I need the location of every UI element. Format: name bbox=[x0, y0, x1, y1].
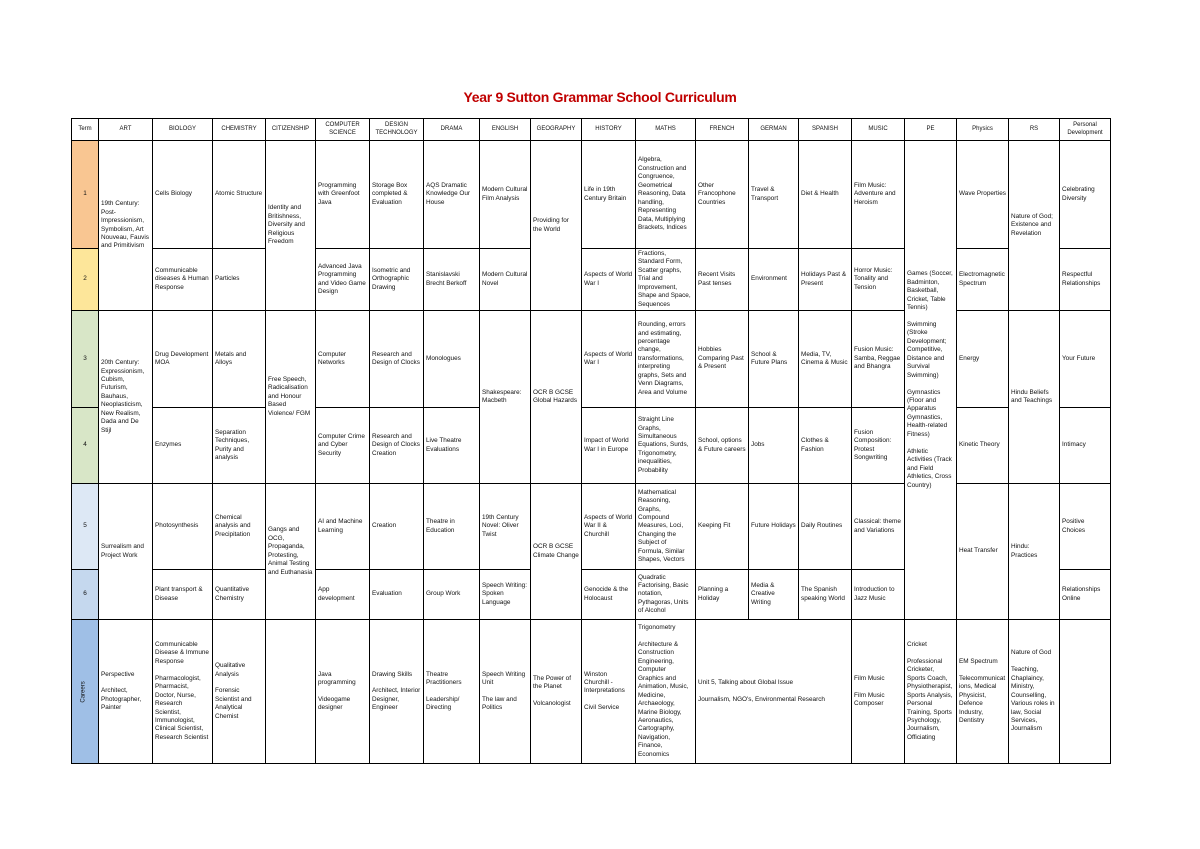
physics-cell: Kinetic Theory bbox=[957, 408, 1009, 484]
pe-careers-cell: Cricket Professional Cricketer, Sports Coach, Physiotherapist, Sports Analysis, Personal Training, Sports Psychology, Journalism, Officiating bbox=[905, 620, 957, 764]
header-art: ART bbox=[99, 119, 153, 141]
history-cell: Aspects of World War II & Churchill bbox=[582, 484, 636, 570]
geography-cell: OCR B GCSE Climate Change bbox=[531, 484, 582, 620]
maths-cell: Algebra, Construction and Congruence, Geometrical Reasoning, Data handling, Representing Data, Multiplying Brackets, Indices bbox=[636, 141, 696, 249]
physics-cell: Electromagnetic Spectrum bbox=[957, 249, 1009, 311]
german-cell: Environment bbox=[749, 249, 799, 311]
cs-cell: Computer Crime and Cyber Security bbox=[316, 408, 370, 484]
pd-cell: Intimacy bbox=[1060, 408, 1111, 484]
header-english: ENGLISH bbox=[480, 119, 531, 141]
geography-cell: OCR B GCSE Global Hazards bbox=[531, 311, 582, 484]
table-row bbox=[72, 620, 1111, 764]
drama-careers-cell: Theatre Practitioners Leadership/ Directing bbox=[424, 620, 480, 764]
header-drama: DRAMA bbox=[424, 119, 480, 141]
chemistry-cell: Chemical analysis and Precipitation bbox=[213, 484, 266, 570]
biology-cell: Drug Development MOA bbox=[153, 311, 213, 408]
pd-careers-cell bbox=[1060, 620, 1111, 764]
pd-cell: Relationships Online bbox=[1060, 570, 1111, 620]
drama-cell: Group Work bbox=[424, 570, 480, 620]
rs-careers-cell: Nature of God Teaching, Chaplaincy, Ministry, Counselling, Various roles in law, Social Services, Journalism bbox=[1009, 620, 1060, 764]
rs-cell: Nature of God; Existence and Revelation bbox=[1009, 141, 1060, 311]
dt-cell: Evaluation bbox=[370, 570, 424, 620]
chemistry-cell: Separation Techniques, Purity and analysis bbox=[213, 408, 266, 484]
history-cell: Impact of World War I in Europe bbox=[582, 408, 636, 484]
drama-cell: Stanislavski Brecht Berkoff bbox=[424, 249, 480, 311]
physics-cell: Wave Properties bbox=[957, 141, 1009, 249]
term-label: 4 bbox=[72, 408, 99, 484]
german-cell: Future Holidays bbox=[749, 484, 799, 570]
english-cell: Modern Cultural Novel bbox=[480, 249, 531, 311]
maths-cell: Rounding, errors and estimating, percentage change, transformations, interpreting graphs, Sets and Venn Diagrams, Area and Volume bbox=[636, 311, 696, 408]
spanish-cell: The Spanish speaking World bbox=[799, 570, 852, 620]
term-label: 5 bbox=[72, 484, 99, 570]
table-row bbox=[72, 141, 1111, 249]
cs-cell: Programming with Greenfoot Java bbox=[316, 141, 370, 249]
pd-cell: Celebrating Diversity bbox=[1060, 141, 1111, 249]
header-physics: Physics bbox=[957, 119, 1009, 141]
spanish-cell: Holidays Past & Present bbox=[799, 249, 852, 311]
german-cell: Media & Creative Writing bbox=[749, 570, 799, 620]
history-cell: Genocide & the Holocaust bbox=[582, 570, 636, 620]
dt-careers-cell: Drawing Skills Architect, Interior Designer, Engineer bbox=[370, 620, 424, 764]
physics-careers-cell: EM Spectrum Telecommunications, Medical Physicist, Defence Industry, Dentistry bbox=[957, 620, 1009, 764]
art-careers-cell: Perspective Architect, Photographer, Painter bbox=[99, 620, 153, 764]
art-cell: 19th Century: Post-Impressionism, Symbolism, Art Nouveau, Fauvis and Primitivism bbox=[99, 141, 153, 311]
chemistry-cell: Atomic Structure bbox=[213, 141, 266, 249]
cs-careers-cell: Java programming Videogame designer bbox=[316, 620, 370, 764]
geography-careers-cell: The Power of the Planet Volcanologist bbox=[531, 620, 582, 764]
pd-cell: Your Future bbox=[1060, 311, 1111, 408]
header-spanish: SPANISH bbox=[799, 119, 852, 141]
history-cell: Aspects of World War I bbox=[582, 249, 636, 311]
music-cell: Classical: theme and Variations bbox=[852, 484, 905, 570]
dt-cell: Storage Box completed & Evaluation bbox=[370, 141, 424, 249]
header-row bbox=[72, 119, 1111, 141]
header-german: GERMAN bbox=[749, 119, 799, 141]
citizenship-cell: Free Speech, Radicalisation and Honour Based Violence/ FGM bbox=[266, 311, 316, 484]
pd-cell: Positive Choices bbox=[1060, 484, 1111, 570]
history-cell: Life in 19th Century Britain bbox=[582, 141, 636, 249]
header-history: HISTORY bbox=[582, 119, 636, 141]
header-term: Term bbox=[72, 119, 99, 141]
biology-cell: Communicable diseases & Human Response bbox=[153, 249, 213, 311]
english-cell: Speech Writing: Spoken Language bbox=[480, 570, 531, 620]
chemistry-cell: Metals and Alloys bbox=[213, 311, 266, 408]
english-cell: 19th Century Novel: Oliver Twist bbox=[480, 484, 531, 570]
spanish-cell: Diet & Health bbox=[799, 141, 852, 249]
french-cell: Planning a Holiday bbox=[696, 570, 749, 620]
term-label: 6 bbox=[72, 570, 99, 620]
dt-cell: Research and Design of Clocks bbox=[370, 311, 424, 408]
music-cell: Horror Music: Tonality and Tension bbox=[852, 249, 905, 311]
physics-cell: Energy bbox=[957, 311, 1009, 408]
french-cell: Hobbies Comparing Past & Present bbox=[696, 311, 749, 408]
citizenship-cell: Identity and Britishness, Diversity and Religious Freedom bbox=[266, 141, 316, 311]
french-cell: Keeping Fit bbox=[696, 484, 749, 570]
header-rs: RS bbox=[1009, 119, 1060, 141]
french-cell: Other Francophone Countries bbox=[696, 141, 749, 249]
pe-cell: Games (Soccer, Badminton, Basketball, Cricket, Table Tennis) Swimming (Stroke Development; Competitive, Distance and Survival Swimming) Gymnastics (Floor and Apparatus Gymnastics, Health-related Fitness) Athletic Activities (Track and Field Athletics, Cross Country) bbox=[905, 141, 957, 620]
term-label: 3 bbox=[72, 311, 99, 408]
art-cell: Surrealism and Project Work bbox=[99, 484, 153, 620]
chemistry-cell: Particles bbox=[213, 249, 266, 311]
header-personal-development: Personal Development bbox=[1060, 119, 1111, 141]
curriculum-table bbox=[71, 118, 1111, 764]
art-cell: 20th Century: Expressionism, Cubism, Futurism, Bauhaus, Neoplasticism, New Realism, Dada and De Stijl bbox=[99, 311, 153, 484]
biology-cell: Cells Biology bbox=[153, 141, 213, 249]
header-computer-science: COMPUTER SCIENCE bbox=[316, 119, 370, 141]
french-cell: School, options & Future careers bbox=[696, 408, 749, 484]
drama-cell: AQS Dramatic Knowledge Our House bbox=[424, 141, 480, 249]
term-label: 1 bbox=[72, 141, 99, 249]
rs-cell: Hindu: Practices bbox=[1009, 484, 1060, 620]
pd-cell: Respectful Relationships bbox=[1060, 249, 1111, 311]
english-careers-cell: Speech Writing Unit The law and Politics bbox=[480, 620, 531, 764]
dt-cell: Research and Design of Clocks Creation bbox=[370, 408, 424, 484]
maths-cell: Mathematical Reasoning, Graphs, Compound Measures, Loci, Changing the Subject of Formula, Similar Shapes, Vectors bbox=[636, 484, 696, 570]
header-music: MUSIC bbox=[852, 119, 905, 141]
history-cell: Aspects of World War I bbox=[582, 311, 636, 408]
header-biology: BIOLOGY bbox=[153, 119, 213, 141]
term-label: 2 bbox=[72, 249, 99, 311]
maths-cell: Quadratic Factorising, Basic notation, Pythagoras, Units of Alcohol bbox=[636, 570, 696, 620]
mfl-careers-cell: Unit 5, Talking about Global Issue Journalism, NGO's, Environmental Research bbox=[696, 620, 852, 764]
header-french: FRENCH bbox=[696, 119, 749, 141]
maths-cell: Fractions, Standard Form, Scatter graphs, Trial and Improvement, Shape and Space, Sequences bbox=[636, 249, 696, 311]
english-cell: Shakespeare: Macbeth bbox=[480, 311, 531, 484]
biology-cell: Enzymes bbox=[153, 408, 213, 484]
biology-cell: Photosynthesis bbox=[153, 484, 213, 570]
dt-cell: Isometric and Orthographic Drawing bbox=[370, 249, 424, 311]
maths-careers-cell: Trigonometry Architecture & Construction Engineering, Computer Graphics and Animation, Music, Medicine, Archaeology, Marine Biology, Aeronautics, Cartography, Navigation, Finance, Economics bbox=[636, 620, 696, 764]
french-cell: Recent Visits Past tenses bbox=[696, 249, 749, 311]
rs-cell: Hindu Beliefs and Teachings bbox=[1009, 311, 1060, 484]
page-title: Year 9 Sutton Grammar School Curriculum bbox=[463, 89, 737, 105]
chemistry-careers-cell: Qualitative Analysis Forensic Scientist and Analytical Chemist bbox=[213, 620, 266, 764]
music-cell: Film Music: Adventure and Heroism bbox=[852, 141, 905, 249]
header-geography: GEOGRAPHY bbox=[531, 119, 582, 141]
chemistry-cell: Quantitative Chemistry bbox=[213, 570, 266, 620]
biology-cell: Plant transport & Disease bbox=[153, 570, 213, 620]
drama-cell: Live Theatre Evaluations bbox=[424, 408, 480, 484]
citizenship-cell: Gangs and OCG, Propaganda, Protesting, Animal Testing and Euthanasia bbox=[266, 484, 316, 620]
biology-careers-cell: Communicable Disease & Immune Response Pharmacologist, Pharmacist, Doctor, Nurse, Research Scientist, Immunologist, Clinical Scientist, Research Scientist bbox=[153, 620, 213, 764]
spanish-cell: Media, TV, Cinema & Music bbox=[799, 311, 852, 408]
cs-cell: Advanced Java Programming and Video Game Design bbox=[316, 249, 370, 311]
cs-cell: Computer Networks bbox=[316, 311, 370, 408]
physics-cell: Heat Transfer bbox=[957, 484, 1009, 620]
header-maths: MATHS bbox=[636, 119, 696, 141]
citizenship-careers-cell bbox=[266, 620, 316, 764]
header-design-technology: DESIGN TECHNOLOGY bbox=[370, 119, 424, 141]
header-citizenship: CITIZENSHIP bbox=[266, 119, 316, 141]
header-chemistry: CHEMISTRY bbox=[213, 119, 266, 141]
maths-cell: Straight Line Graphs, Simultaneous Equations, Surds, Trigonometry, inequalities, Probability bbox=[636, 408, 696, 484]
german-cell: Jobs bbox=[749, 408, 799, 484]
spanish-cell: Daily Routines bbox=[799, 484, 852, 570]
drama-cell: Monologues bbox=[424, 311, 480, 408]
english-cell: Modern Cultural Film Analysis bbox=[480, 141, 531, 249]
cs-cell: AI and Machine Learning bbox=[316, 484, 370, 570]
music-careers-cell: Film Music Film Music Composer bbox=[852, 620, 905, 764]
spanish-cell: Clothes & Fashion bbox=[799, 408, 852, 484]
german-cell: School & Future Plans bbox=[749, 311, 799, 408]
history-careers-cell: Winston Churchill - Interpretations Civil Service bbox=[582, 620, 636, 764]
drama-cell: Theatre in Education bbox=[424, 484, 480, 570]
header-pe: PE bbox=[905, 119, 957, 141]
german-cell: Travel & Transport bbox=[749, 141, 799, 249]
term-label-careers: Careers bbox=[72, 620, 99, 764]
dt-cell: Creation bbox=[370, 484, 424, 570]
music-cell: Fusion Music: Samba, Reggae and Bhangra bbox=[852, 311, 905, 408]
cs-cell: App development bbox=[316, 570, 370, 620]
music-cell: Fusion Composition: Protest Songwriting bbox=[852, 408, 905, 484]
geography-cell: Providing for the World bbox=[531, 141, 582, 311]
music-cell: Introduction to Jazz Music bbox=[852, 570, 905, 620]
